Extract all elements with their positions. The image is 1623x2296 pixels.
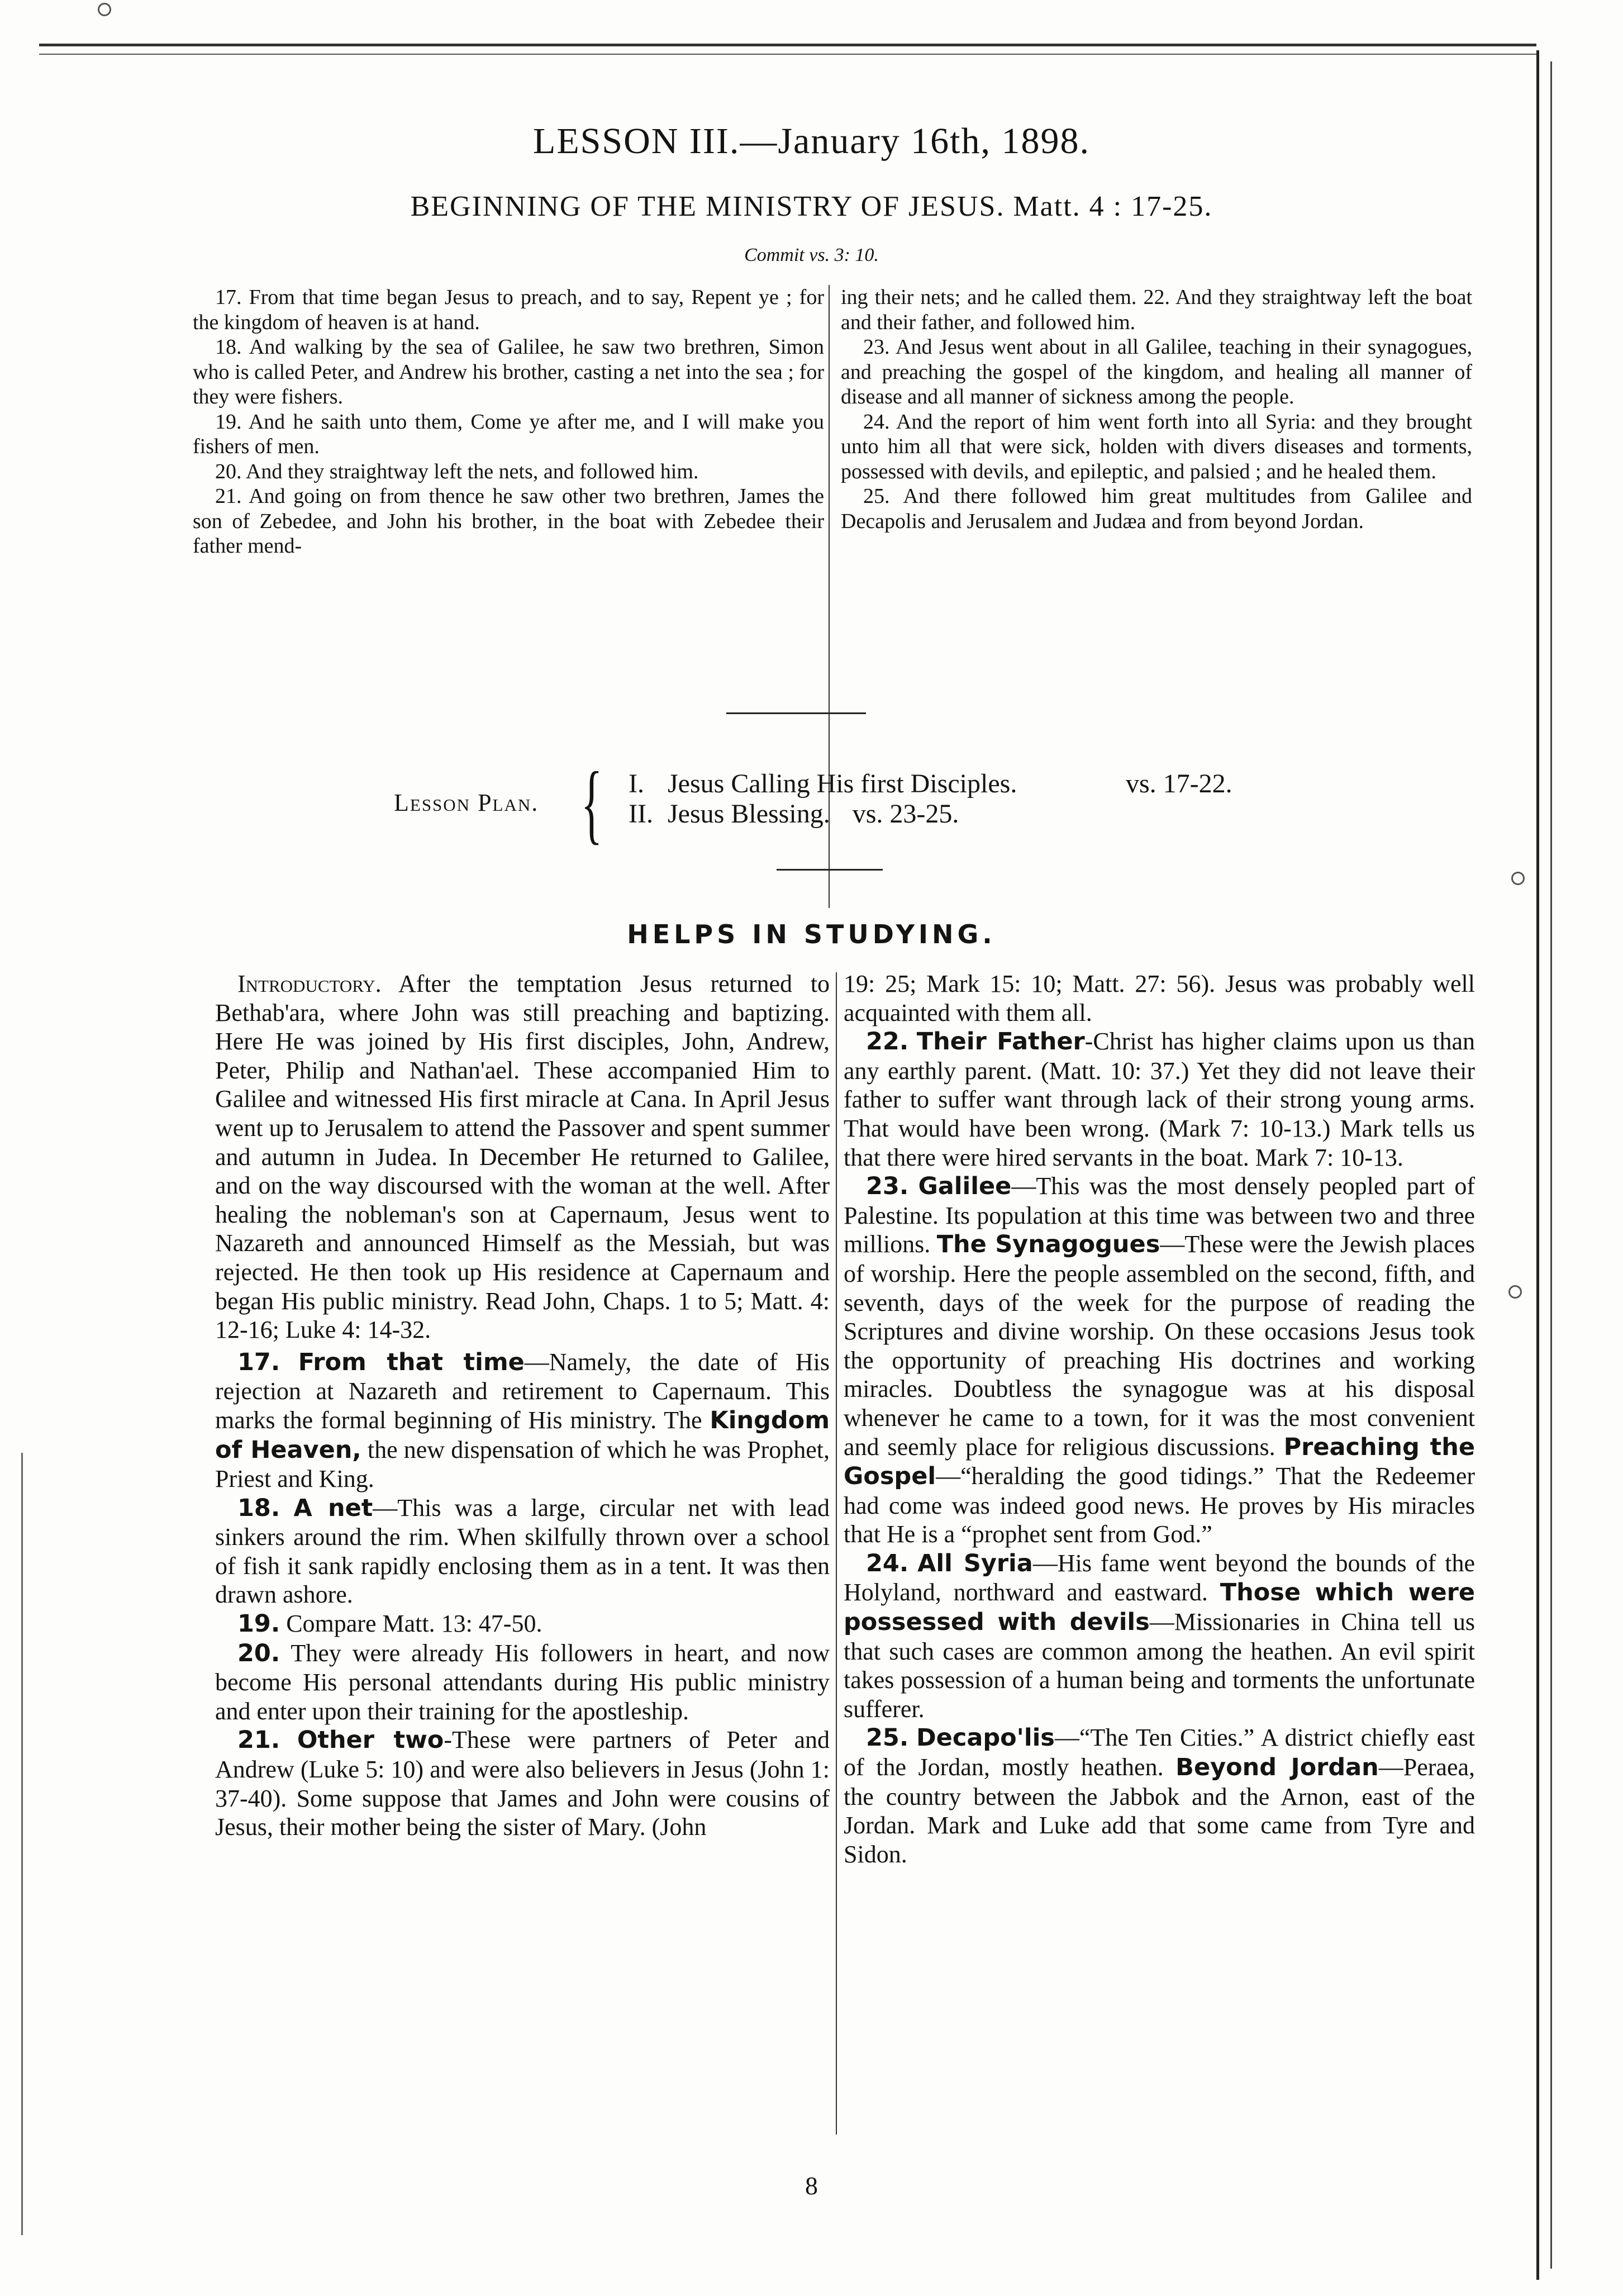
introductory-label: Introductory. [237,970,382,997]
note-heading: Decapo'lis [916,1724,1055,1752]
note-verse-20: 20. They were already His followers in heart, and now become His personal attendants during His public ministry and enter upon their training for the apostleship. [215,1639,830,1725]
note-heading: From that time [298,1348,525,1376]
section-divider-rule [777,869,883,871]
verse-24: 24. And the report of him went forth into all Syria: and they brought unto him all that were sick, holden with divers diseases and torments, possessed with devils, and epileptic, and palsied ; and he healed them. [841,410,1472,483]
note-heading: All Syria [917,1549,1033,1577]
note-heading: Kingdom of Heaven, [215,1406,830,1464]
scripture-right-column [841,285,1472,534]
helps-heading: HELPS IN STUDYING. [627,919,996,949]
note-heading: Beyond Jordan [1175,1753,1379,1782]
plan-row [629,768,1232,799]
plan-row-number: I. [629,769,644,798]
verse-23: 23. And Jesus went about in all Galilee, teaching in their synagogues, and preaching the gospel of the kingdom, and healing all manner of disease and all manner of sickness among the people. [841,335,1472,408]
top-border-rule-thin [39,54,1536,55]
verse-21: 21. And going on from thence he saw other two brethren, James the son of Zebedee, and John his brother, in the boat with Zebedee their father mend- [193,484,824,558]
note-heading: Their Father [916,1028,1085,1056]
note-heading: Galilee [918,1172,1012,1201]
note-verse-21: 21. Other two-These were partners of Peter and Andrew (Luke 5: 10) and were also believers in Jesus (John 1: 37-40). Some suppose that James and John were cousins of Jesus, their mother being the sister of Mary. (John [215,1726,830,1841]
verse-21-22-cont: ing their nets; and he called them. 22. And they straightway left the boat and their father, and followed him. [841,286,1472,334]
margin-ring-mark [98,3,111,16]
note-verse-18: 18. A net—This was a large, circular net with lead sinkers around the rim. When skilfully thrown over a school of fish it sank rapidly enclosing them as in a tent. It was then drawn ashore. [215,1494,830,1609]
plan-row-text: Jesus Calling His first Disciples. [668,769,1017,798]
note-verse-22: 22. Their Father-Christ has higher claims upon us than any earthly parent. (Matt. 10: 37.) Yet they did not leave their father to suffer want through lack of their strong young arms. That would have been wrong. (Mark 7: 10-13.) Mark tells us that there were hired servants in the boat. Mark 7: 10-13. [844,1028,1476,1171]
commit-verses: Commit vs. 3: 10. [744,245,879,265]
note-verse-24: 24. All Syria—His fame went beyond the bounds of the Holyland, northward and eastward. Those which were possessed with devils—Missionaries in China tell us that such cases are common among the heathen. An evil spirit takes possession of a human being and torments the unfortunate sufferer. [844,1549,1476,1723]
lesson-title: LESSON III.—January 16th, 1898. [533,121,1090,161]
margin-ring-mark [1508,1285,1522,1299]
note-heading: Other two [297,1726,444,1755]
note-heading: Preaching the Gospel [844,1433,1476,1491]
note-verse-23: 23. Galilee—This was the most densely peopled part of Palestine. Its population at this time was between two and three millions. The Synagogues—These were the Jewish places of worship. Here the people assembled on the second, fifth, and seventh, days of the week for the purpose of reading the Scriptures and divine worship. On these occasions Jesus took the opportunity of preaching His doctrines and working miracles. Doubtless the synagogue was at his disposal whenever he came to a town, for it was the most convenient and seemly place for religious discussions. Preaching the Gospel—“heralding the good tidings.” That the Redeemer had come was indeed good news. He proves by His miracles that He is a “prophet sent from God.” [844,1172,1476,1548]
note-heading: A net [293,1494,373,1522]
lesson-subtitle: BEGINNING OF THE MINISTRY OF JESUS. Matt. 4 : 17-25. [410,191,1213,222]
note-verse-17: 17. From that time—Namely, the date of His rejection at Nazareth and retirement to Capernaum. This marks the formal beginning of His ministry. The Kingdom of Heaven, the new dispensation of which he was Prophet, Priest and King. [215,1348,830,1493]
helps-column-divider [836,972,837,2135]
scripture-left-column [193,285,824,559]
verse-17: 17. From that time began Jesus to preach, and to say, Repent ye ; for the kingdom of heaven is at hand. [193,286,824,334]
note-heading: Those which were possessed with devils [844,1579,1476,1637]
top-border-rule [39,44,1536,46]
verse-19: 19. And he saith unto them, Come ye after me, and I will make you fishers of men. [193,410,824,458]
plan-row-reference: vs. 23-25. [852,799,959,829]
lesson-plan-label: Lesson Plan. [394,789,539,816]
plan-row [629,798,959,829]
margin-ring-mark [1511,872,1525,885]
verse-20: 20. And they straightway left the nets, and followed him. [215,459,699,483]
plan-row-number: II. [629,799,653,829]
verse-18: 18. And walking by the sea of Galilee, he saw two brethren, Simon who is called Peter, and Andrew his brother, casting a net into the sea ; for they were fishers. [193,335,824,408]
note-continuation: 19: 25; Mark 15: 10; Matt. 27: 56). Jesus was probably well acquainted with them all. [844,970,1475,1026]
left-page-edge [21,1453,23,2235]
plan-row-reference: vs. 17-22. [1126,769,1232,798]
plan-row-text: Jesus Blessing. [668,799,830,829]
lesson-plan-brace: { [581,753,603,853]
helps-right-column [844,969,1475,1869]
page-number: 8 [805,2171,818,2200]
helps-left-column [215,969,830,1842]
section-divider-rule [726,712,866,714]
note-verse-19: 19. Compare Matt. 13: 47-50. [237,1610,542,1638]
right-page-edge [1536,50,1539,2280]
note-verse-25: 25. Decapo'lis—“The Ten Cities.” A district chiefly east of the Jordan, mostly heathen. Beyond Jordan—Peraea, the country between the Jabbok and the Arnon, east of the Jordan. Mark and Luke add that some came from Tyre and Sidon. [844,1724,1476,1868]
note-heading: The Synagogues [936,1230,1160,1259]
verse-25: 25. And there followed him great multitudes from Galilee and Decapolis and Jerusalem and Judæa and from beyond Jordan. [841,484,1472,533]
right-page-edge-inner [1550,61,1552,2269]
introductory-paragraph: Introductory. After the temptation Jesus returned to Bethab'ara, where John was still preaching and baptizing. Here He was joined by His first disciples, John, Andrew, Peter, Philip and Nathan'ael. These accompanied Him to Galilee and witnessed His first miracle at Cana. In April Jesus went up to Jerusalem to attend the Passover and spent summer and autumn in Judea. In December He returned to Galilee, and on the way discoursed with the woman at the well. After healing the nobleman's son at Capernaum, Jesus went to Nazareth and announced Himself as the Messiah, but was rejected. He then took up His residence at Capernaum and began His public ministry. Read John, Chaps. 1 to 5; Matt. 4: 12-16; Luke 4: 14-32. [215,970,830,1344]
